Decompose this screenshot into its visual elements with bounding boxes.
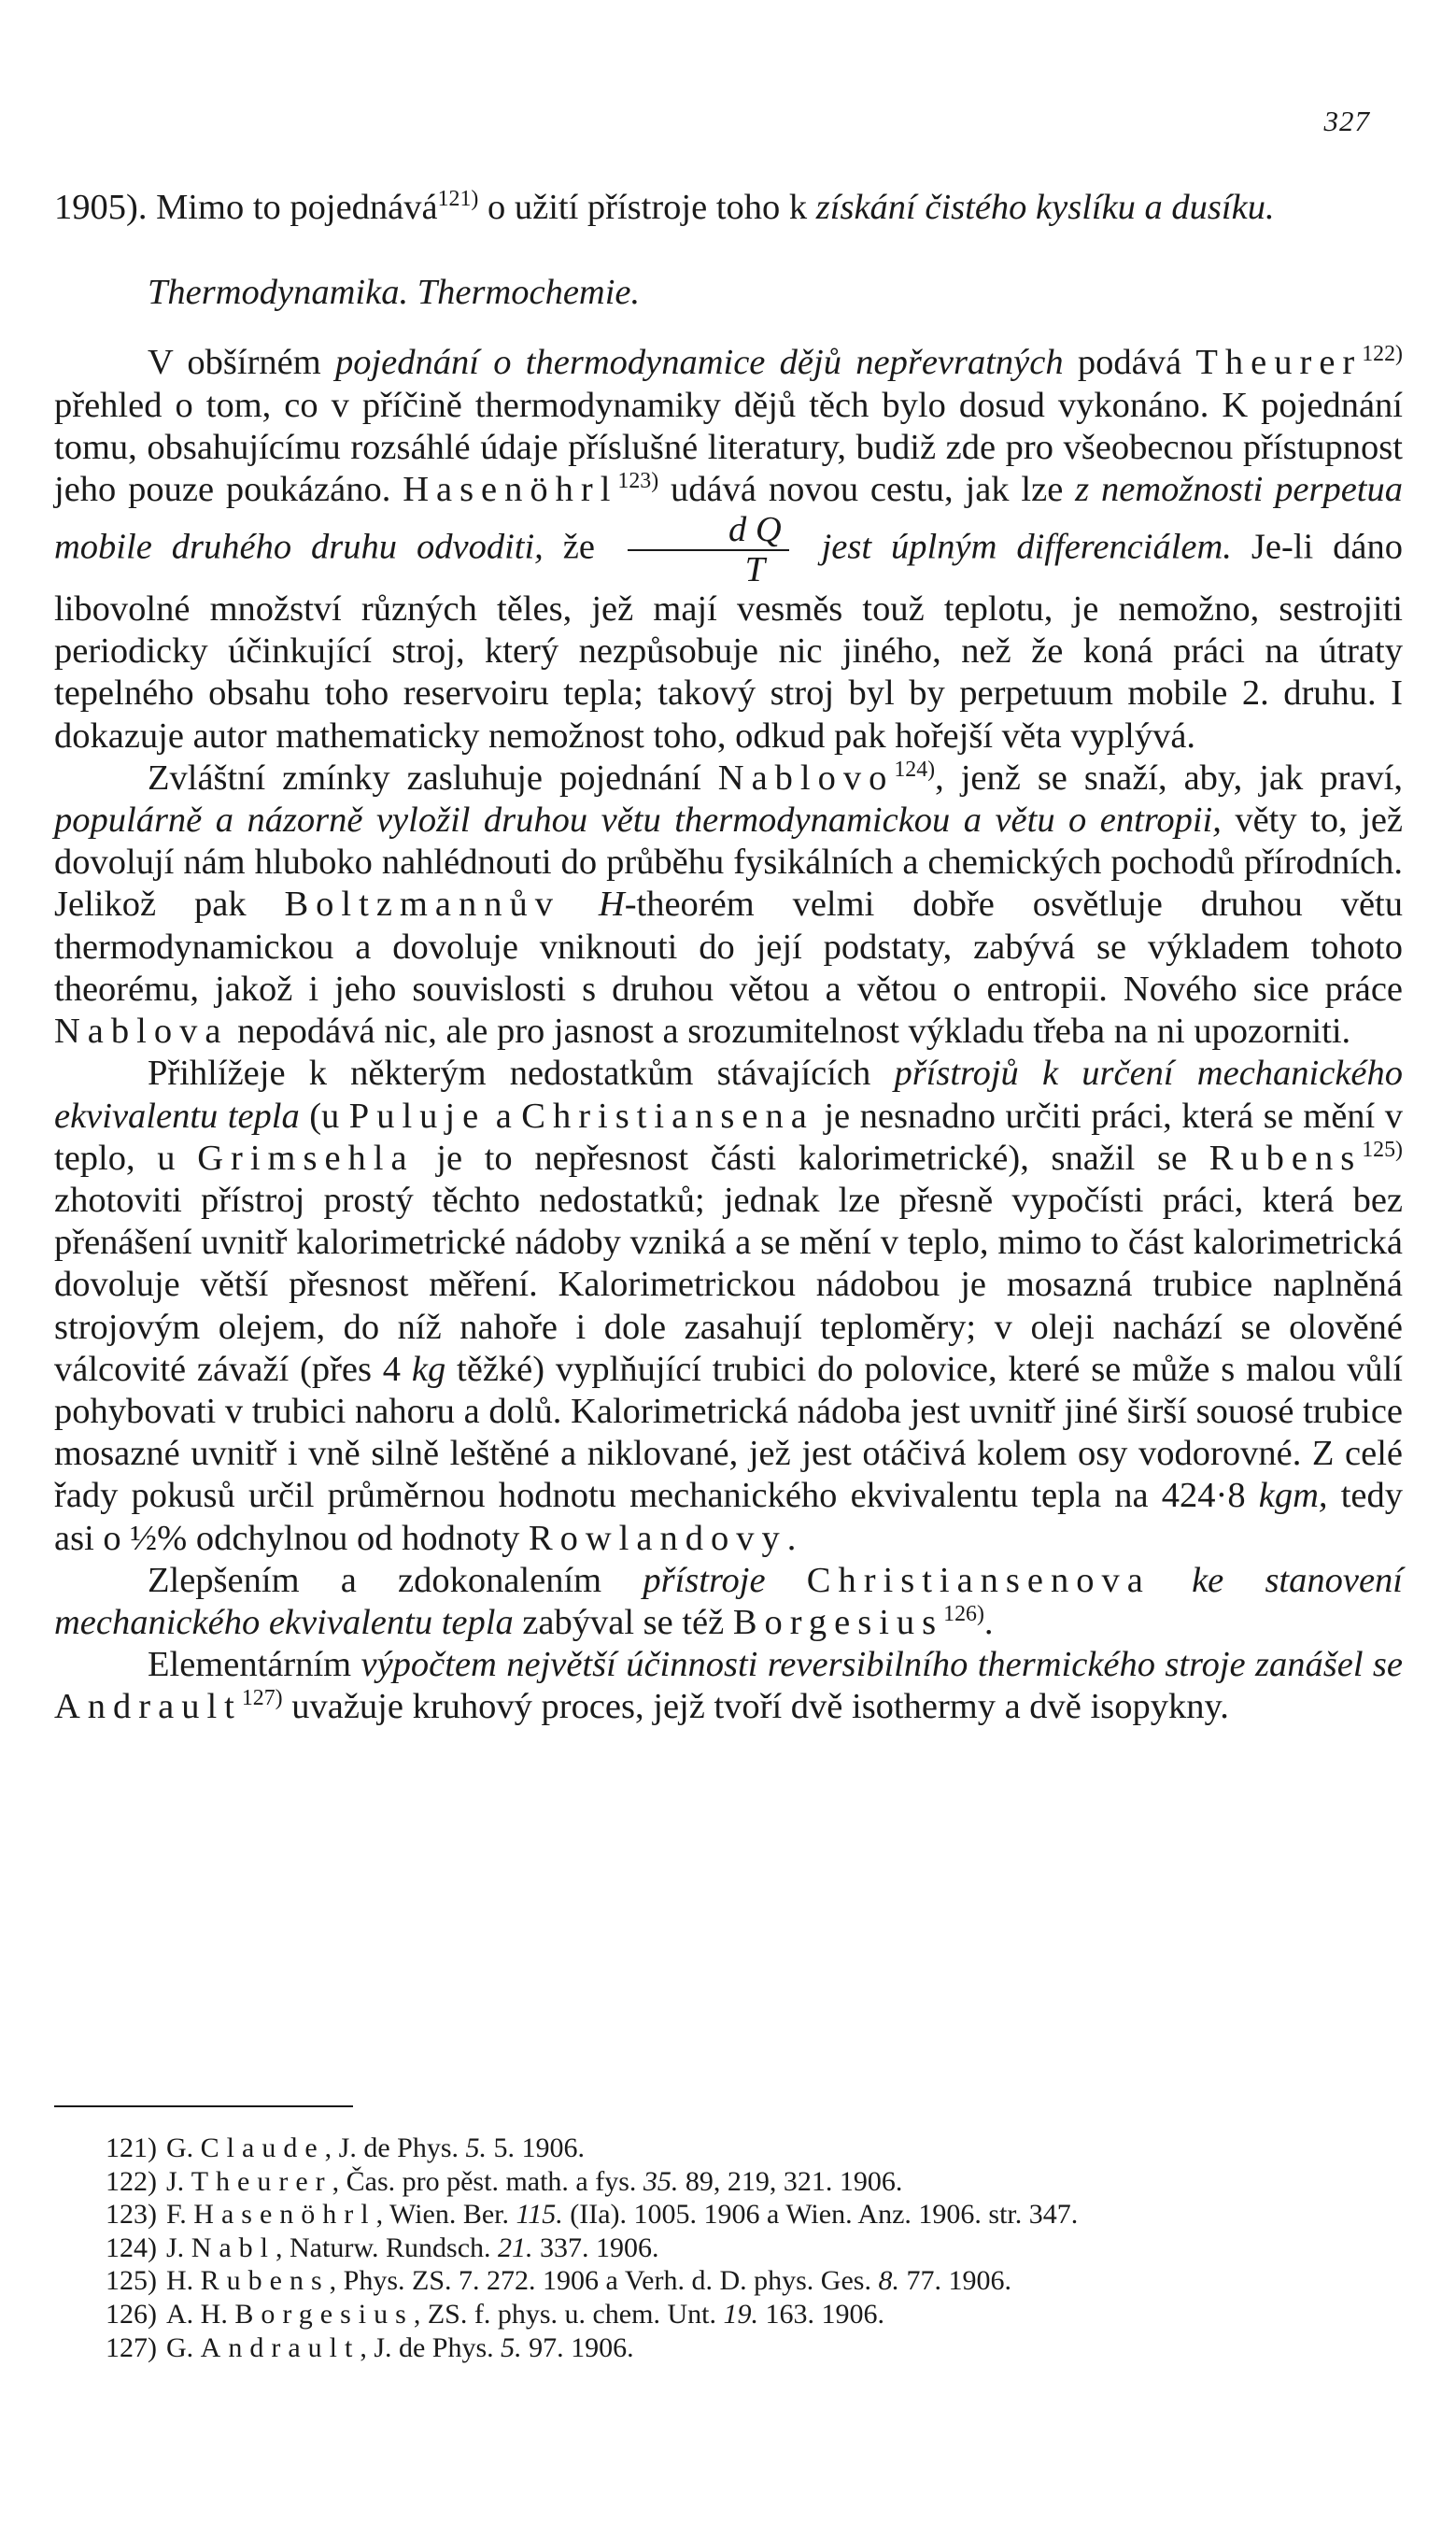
- spaced-name: Rowlandovy: [528, 1518, 787, 1558]
- text-run: je nesnadno určiti práci, která se mění v teplo, u: [54, 1096, 1403, 1178]
- footnote-mark: 123): [106, 2199, 157, 2231]
- text-run: 77. 1906.: [898, 2265, 1011, 2297]
- text-run: , J. de Phys.: [324, 2132, 466, 2163]
- spaced-name: Borgesius: [234, 2298, 414, 2330]
- text-run: [766, 1561, 807, 1600]
- footnote-ref: 123): [617, 469, 659, 494]
- spaced-name: Theurer: [1195, 343, 1363, 383]
- footnote-divider: [54, 2105, 353, 2107]
- footnote-mark: 122): [106, 2165, 157, 2197]
- text-run: Elementárním: [148, 1645, 361, 1685]
- italic-run: 5.: [465, 2132, 488, 2163]
- text-run: , Naturw. Rundsch.: [276, 2231, 499, 2263]
- text-run: A. H.: [166, 2298, 235, 2330]
- spaced-name: Christiansena: [521, 1096, 814, 1136]
- footnote: [54, 2132, 1403, 2165]
- text-run: 5. 1906.: [487, 2132, 586, 2163]
- footnote-mark: 121): [106, 2132, 157, 2163]
- text-run: V obšírném: [148, 343, 335, 383]
- text-run: .: [786, 1518, 797, 1558]
- italic-run: přístroje: [643, 1560, 766, 1600]
- text-run: nepodává nic, ale pro jasnost a srozumitelnost výkladu třeba na ni upozorniti.: [228, 1012, 1351, 1052]
- spaced-name: Puluje: [348, 1096, 487, 1136]
- italic-run: 19.: [723, 2298, 758, 2330]
- italic-run: pojednání o thermodynamice dějů nepřevratných: [334, 343, 1064, 383]
- text-run: 337. 1906.: [532, 2231, 659, 2263]
- footnote: [54, 2298, 1403, 2331]
- footnote-ref: 122): [1362, 342, 1403, 367]
- text-run: , ZS. f. phys. u. chem. Unt.: [413, 2298, 724, 2330]
- text-run: , Phys. ZS. 7. 272. 1906 a Verh. d. D. phys. Ges.: [329, 2265, 879, 2297]
- paragraph: [54, 1644, 1403, 1728]
- italic-run: kg: [411, 1349, 446, 1389]
- paragraph: [54, 1560, 1403, 1644]
- text-run: [802, 527, 822, 566]
- italic-run: 5.: [501, 2331, 522, 2363]
- text-run: těžké) vyplňující trubici do polovice, které se může s malou vůlí pohybovati v trubici nahoru a dolů. Kalorimetrická nádoba jest uvnitř jiné širší souosé trubice mosazné uvnitř i vně silně leštěné a niklované, jež jest otáčivá kolem osy vodorovné. Z celé řady pokusů určil průměrnou hodnotu mechanického ekvivalentu tepla na 424·8: [54, 1349, 1403, 1516]
- italic-run: z nemožnosti perpetua mobile druhého druhu odvoditi,: [54, 470, 1403, 567]
- text-run: , jenž se snaží, aby, jak praví,: [935, 758, 1404, 798]
- text-run: zabýval se též: [513, 1602, 733, 1642]
- text-run: 163. 1906.: [757, 2298, 884, 2330]
- spaced-name: Nabl: [191, 2231, 276, 2263]
- italic-run: populárně a názorně vyložil druhou větu thermodynamickou a větu o entropii,: [54, 800, 1222, 841]
- footnote: [54, 2331, 1403, 2365]
- text-run: uvažuje kruhový proces, jejž tvoří dvě isothermy a dvě isopykny.: [282, 1687, 1229, 1727]
- footnote-ref: 125): [1362, 1137, 1403, 1162]
- spaced-name: Hasenöhrl: [193, 2199, 376, 2231]
- footnote-ref: 127): [241, 1686, 283, 1711]
- text-run: .: [983, 1602, 994, 1642]
- footnote-mark: 126): [106, 2298, 157, 2330]
- text-run: , J. de Phys.: [360, 2331, 502, 2363]
- italic-run: 115.: [516, 2199, 563, 2231]
- text-run: (IIa). 1005. 1906 a Wien. Anz. 1906. str. 347.: [562, 2199, 1079, 2231]
- text-run: Zvláštní zmínky zasluhuje pojednání: [148, 758, 718, 798]
- page-number: 327: [1323, 105, 1370, 137]
- text-run: , Čas. pro pěst. math. a fys.: [332, 2165, 643, 2197]
- text-run: 1905). Mimo to pojednává: [54, 188, 438, 227]
- spaced-name: Claude: [200, 2132, 325, 2163]
- text-run: F.: [166, 2199, 194, 2231]
- spaced-name: Christiansenova: [806, 1560, 1151, 1600]
- paragraph: [54, 1053, 1403, 1559]
- text-run: přehled o tom, co v příčině thermodynamiky dějů těch bylo dosud vykonáno. K pojednání tomu, obsahujícímu rozsáhlé údaje příslušné literatury, budiž zde pro všeobecnou přístupnost jeho pouze poukázáno.: [54, 385, 1403, 510]
- spaced-name: Theurer: [191, 2165, 332, 2197]
- text-run: že: [543, 527, 615, 567]
- italic-run: H-: [598, 885, 637, 925]
- footnote-mark: 125): [106, 2265, 157, 2297]
- spaced-name: Borgesius: [732, 1602, 944, 1642]
- footnotes: [54, 2132, 1403, 2364]
- text-run: o užití přístroje toho k: [478, 188, 816, 227]
- italic-run: 21.: [498, 2231, 533, 2263]
- italic-run: získání čistého kyslíku a dusíku.: [815, 188, 1275, 227]
- italic-run: 35.: [643, 2165, 679, 2197]
- text-run: G.: [166, 2331, 201, 2363]
- text-run: G.: [166, 2132, 201, 2163]
- spaced-name: Rubens: [200, 2265, 330, 2297]
- spaced-name: Rubens: [1209, 1138, 1363, 1178]
- paragraph: [54, 758, 1403, 1053]
- footnote-ref: 124): [894, 758, 936, 783]
- spaced-name: Hasenöhrl: [403, 470, 618, 510]
- text-run: [1151, 1561, 1192, 1600]
- text-run: tedy asi o ½% odchylnou od hodnoty: [54, 1476, 1404, 1558]
- italic-run: 8.: [878, 2265, 899, 2297]
- spaced-name: Nablova: [54, 1012, 229, 1052]
- italic-run: přístrojů k určení mechanického ekvivalentu tepla: [54, 1054, 1403, 1136]
- footnote: [54, 2231, 1403, 2265]
- footnote-ref: 126): [943, 1602, 984, 1627]
- text-run: je to nepřesnost části kalorimetrické), snažil se: [414, 1138, 1209, 1178]
- italic-run: kgm,: [1258, 1476, 1328, 1516]
- italic-run: ke stanovení mechanického ekvivalentu tepla: [54, 1560, 1404, 1642]
- footnote: [54, 2264, 1403, 2298]
- body-text: [54, 187, 1403, 1729]
- paragraph: [54, 187, 1403, 229]
- italic-run: Thermodynamika. Thermochemie.: [148, 273, 641, 313]
- text-run: Zlepšením a zdokonalením: [148, 1560, 643, 1600]
- italic-run: výpočtem největší účinnosti reversibilního thermického stroje zanášel se: [360, 1645, 1403, 1685]
- spaced-name: Boltzmannův: [284, 885, 560, 925]
- section-heading: [54, 272, 1403, 314]
- footnote: [54, 2165, 1403, 2199]
- text-run: J.: [166, 2165, 191, 2197]
- text-run: theorém velmi dobře osvětluje druhou větu thermodynamickou a dovoluje vniknouti do její podstaty, zabývá se výkladem tohoto theorému, jakož i jeho souvislosti s druhou větou a větou o entropii. Nového sice práce: [54, 885, 1403, 1009]
- text-run: věty to, jež dovolují nám hluboko nahlédnouti do průběhu fysikálních a chemických pochodů přírodních. Jelikož pak: [54, 800, 1403, 925]
- text-run: Je-li dáno libovolné množství různých těles, jež mají vesměs touž teplotu, je nemožno, sestrojiti periodicky účinkující stroj, který nezpůsobuje nic jiného, než že koná práci na útraty tepelného obsahu toho reservoiru tepla; takový stroj byl by perpetuum mobile 2. druhu. I dokazuje autor mathematicky nemožnost toho, odkud pak hořejší věta vyplývá.: [54, 527, 1404, 756]
- text-run: J.: [166, 2231, 191, 2263]
- spaced-name: Andrault: [54, 1687, 242, 1727]
- fraction-numerator: d Q: [628, 511, 789, 550]
- footnote-mark: 124): [106, 2231, 157, 2263]
- text-run: 97. 1906.: [521, 2331, 634, 2363]
- text-run: , Wien. Ber.: [375, 2199, 516, 2231]
- text-run: podává: [1063, 343, 1196, 383]
- text-run: (u: [299, 1096, 349, 1136]
- text-run: 89, 219, 321. 1906.: [678, 2165, 903, 2197]
- spaced-name: Grimsehla: [197, 1138, 415, 1178]
- fraction-denominator: T: [744, 549, 765, 589]
- fraction: [628, 511, 789, 588]
- text-run: a: [486, 1096, 522, 1136]
- text-run: zhotoviti přístroj prostý těchto nedostatků; jednak lze přesně vypočísti práci, která bez přenášení uvnitř kalorimetrické nádoby vzniká a se mění v teplo, mimo to část kalorimetrická dovoluje větší přesnost měření. Kalorimetrickou nádobou je mosazná trubice naplněná strojovým olejem, do níž nahoře i dole zasahují teploměry; v oleji nachází se olověné válcovité závaží (přes 4: [54, 1180, 1403, 1389]
- text-run: udává novou cestu, jak lze: [658, 470, 1076, 510]
- footnote: [54, 2198, 1403, 2231]
- spaced-name: Nablovo: [717, 758, 895, 798]
- text-run: H.: [166, 2265, 201, 2297]
- footnote-mark: 127): [106, 2331, 157, 2363]
- spaced-name: Andrault: [200, 2331, 360, 2363]
- footnote-ref: 121): [437, 187, 479, 212]
- text-run: Přihlížeje k některým nedostatkům stávajících: [148, 1054, 895, 1094]
- paragraph: [54, 342, 1403, 757]
- text-run: [560, 885, 599, 924]
- italic-run: jest úplným differenciálem.: [821, 527, 1232, 567]
